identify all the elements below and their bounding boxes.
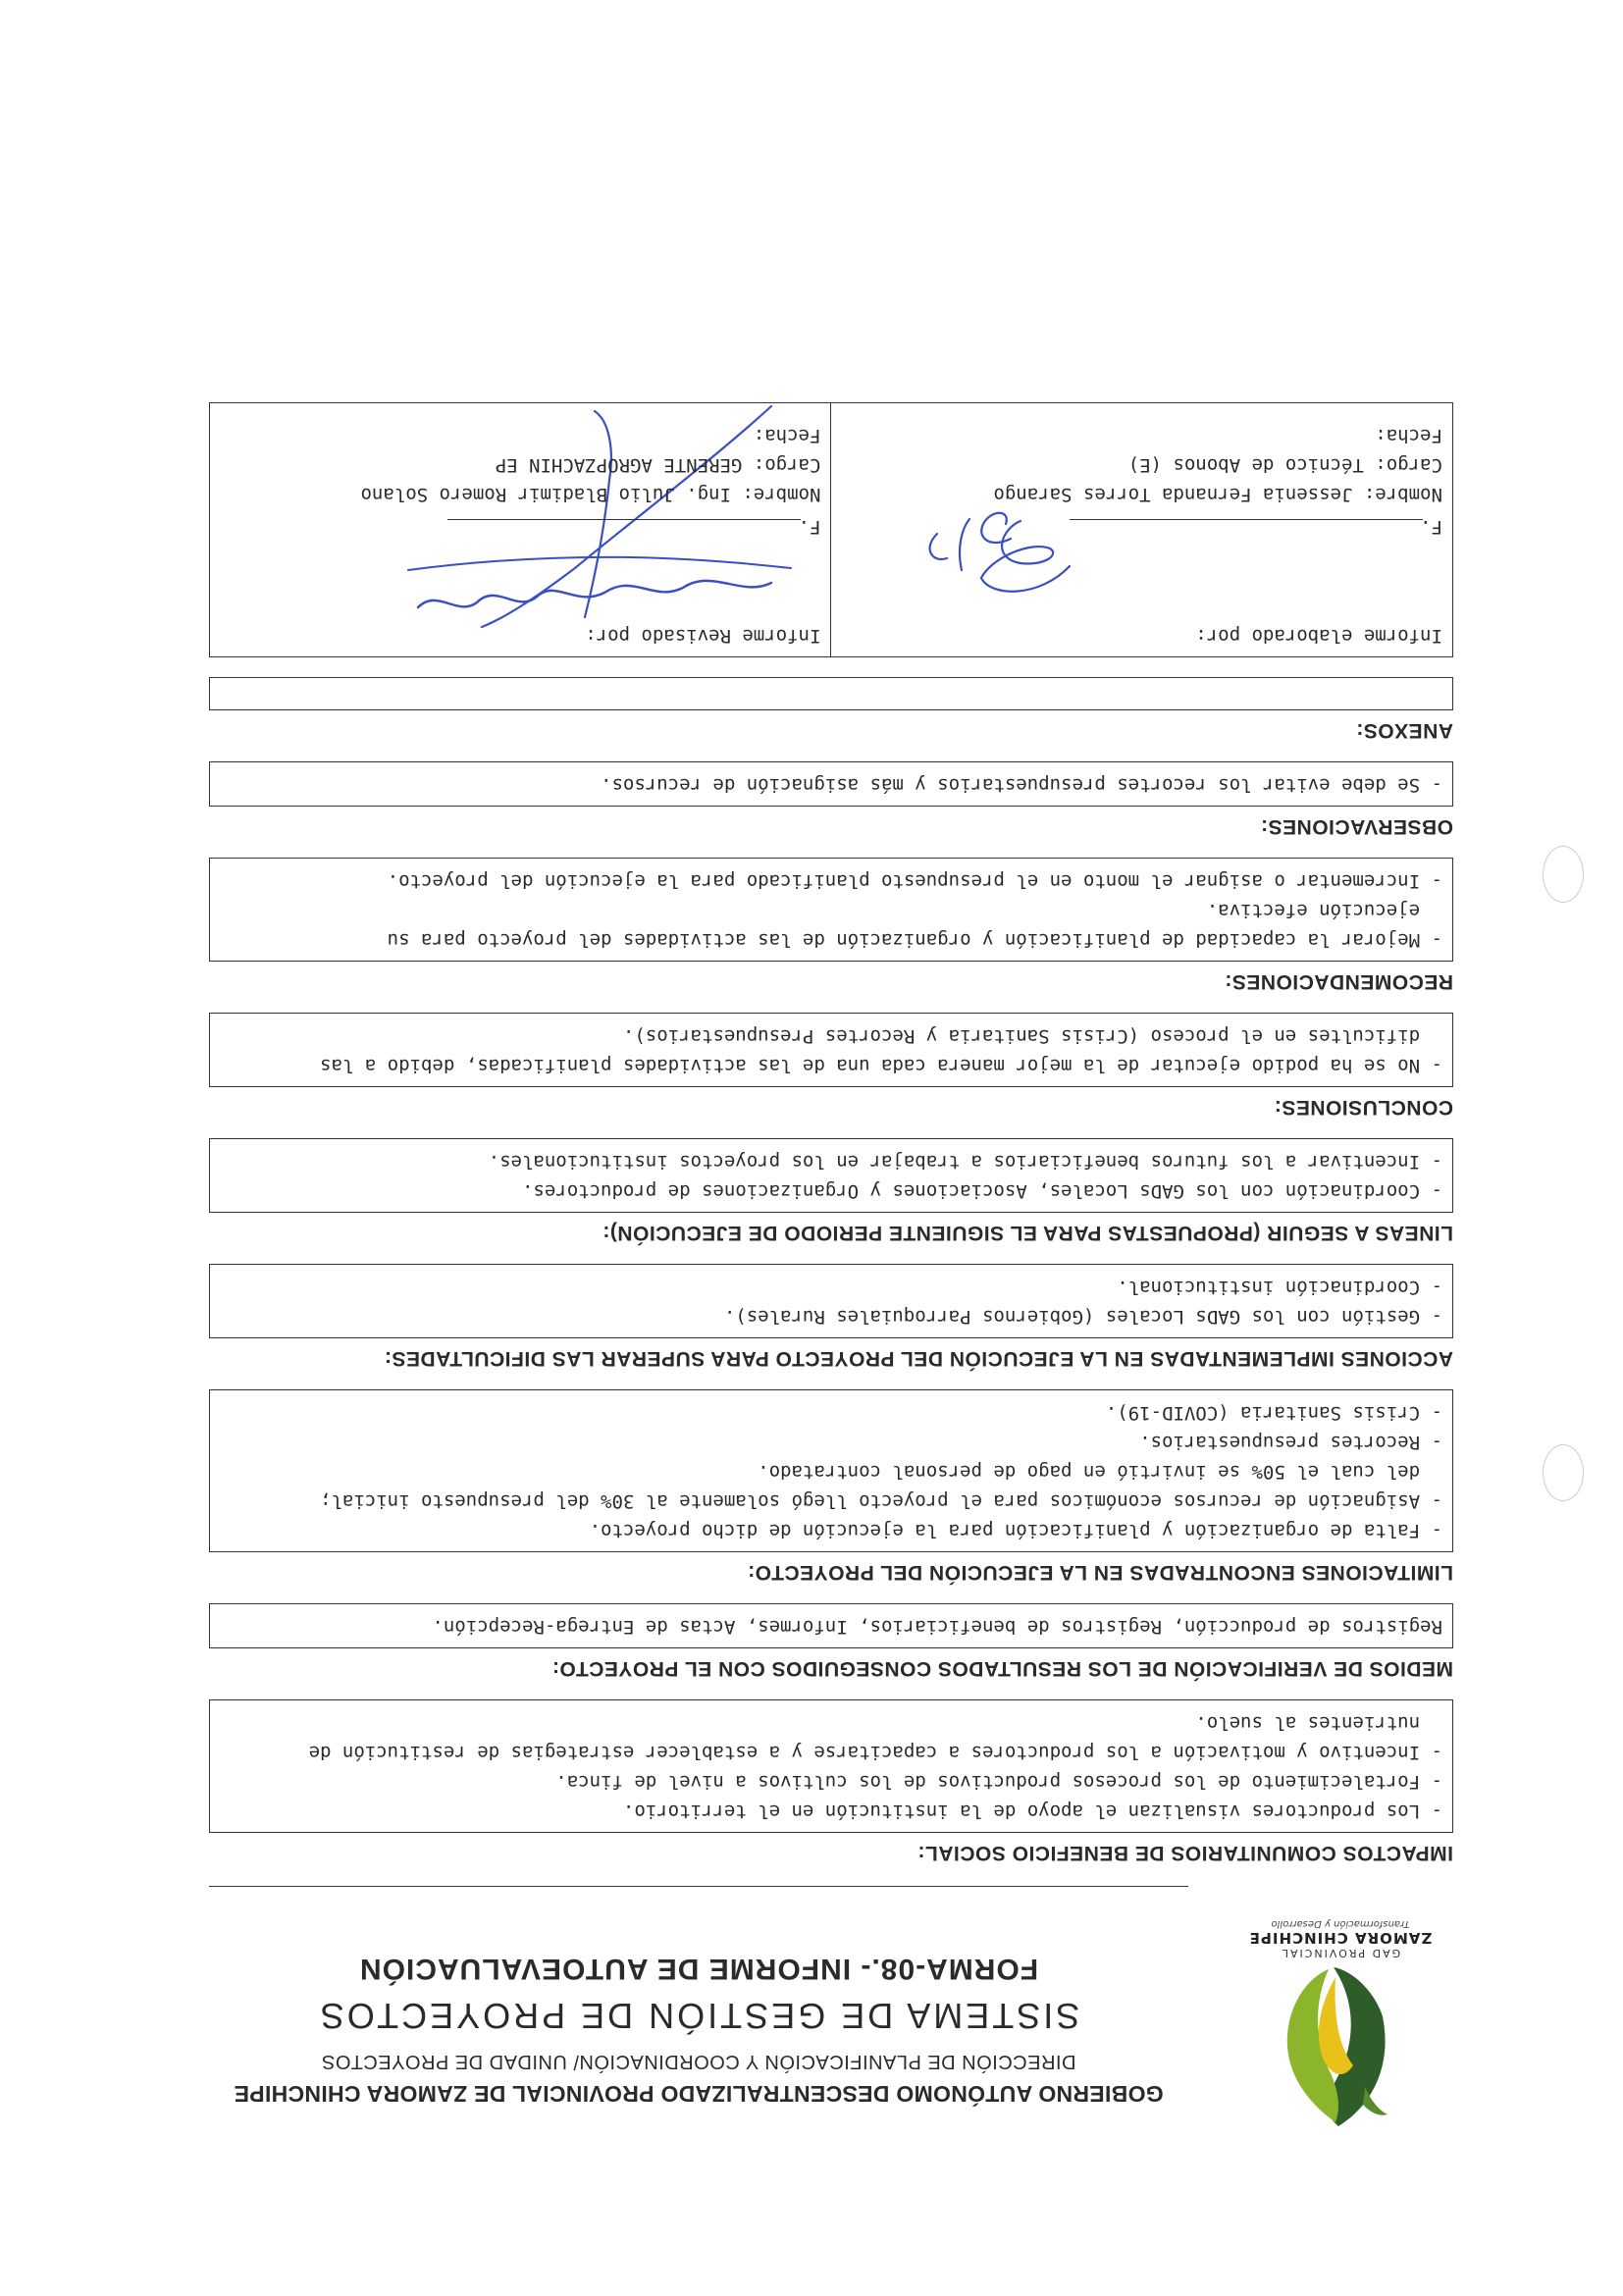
organization-name: GOBIERNO AUTÓNOMO DESCENTRALIZADO PROVINCIAL DE ZAMORA CHINCHIPE xyxy=(234,2081,1164,2107)
section-line: ejecución efectiva. xyxy=(1206,900,1442,921)
section-line: - Coordinación institucional. xyxy=(1117,1277,1442,1298)
section-title: OBSERVACIONES: xyxy=(1260,815,1453,838)
signature-rule xyxy=(1070,519,1423,520)
header-text xyxy=(209,1952,1188,2134)
logo-caption xyxy=(1232,1918,1448,1959)
signature-rule xyxy=(448,519,802,520)
document-header xyxy=(209,1881,1453,2134)
logo-line-1: GAD PROVINCIAL xyxy=(1280,1947,1401,1959)
report-sections xyxy=(209,402,1453,1864)
signature-table xyxy=(209,402,1453,657)
section-line: - Mejorar la capacidad de planificación y organización de las actividades del proyecto para su xyxy=(387,929,1442,951)
section-limitaciones xyxy=(209,1389,1453,1584)
section-line: - Gestión con los GADs Locales (Gobiernos Parroquiales Rurales). xyxy=(723,1306,1442,1328)
logo-line-3: Transformación y Desarrollo xyxy=(1271,1918,1410,1929)
section-box xyxy=(209,1013,1453,1087)
signer-fecha: Fecha: xyxy=(1375,425,1442,446)
signer-cargo: Cargo: GERENTE AGROPZACHIN EP xyxy=(495,454,821,476)
signer-name: Nombre: Ing. Julio Bladimir Romero Solano xyxy=(360,484,821,505)
department-name: DIRECCIÓN DE PLANIFICACIÓN Y COORDINACIÓN/ UNIDAD DE PROYECTOS xyxy=(321,2051,1076,2072)
section-line: Registros de producción, Registros de beneficiarios, Informes, Actas de Entrega-Recepción. xyxy=(432,1616,1442,1638)
section-line: - Crisis Sanitaria (COVID-19). xyxy=(1105,1402,1442,1424)
section-title: ACCIONES IMPLEMENTADAS EN LA EJECUCIÓN DEL PROYECTO PARA SUPERAR LAS DIFICULTADES: xyxy=(384,1347,1453,1370)
signer-name: Nombre: Jessenia Fernanda Torres Sarango xyxy=(993,484,1442,505)
signature-title: Informe Revisado por: xyxy=(585,625,821,647)
section-line: dificultes en el proceso (Crisis Sanitaria y Recortes Presupuestarios). xyxy=(622,1025,1442,1047)
signature-prepared xyxy=(832,403,1453,656)
section-box xyxy=(209,677,1453,710)
section-box xyxy=(209,1603,1453,1648)
section-title: ANEXOS: xyxy=(1355,719,1453,742)
signature-details xyxy=(361,421,821,509)
section-title: LINEAS A SEGUIR (PROPUESTAS PARA EL SIGUIENTE PERIODO DE EJECUCIÓN): xyxy=(602,1222,1453,1244)
section-box xyxy=(209,1699,1453,1833)
section-lineas xyxy=(209,1138,1453,1244)
signature-details xyxy=(993,421,1442,509)
section-line: - Se debe evitar los recortes presupuestarios y más asignación de recursos. xyxy=(601,774,1442,796)
section-conclusiones xyxy=(209,1013,1453,1119)
section-line: - Coordinación con los GADs Locales, Asociaciones y Organizaciones de productores. xyxy=(522,1180,1442,1202)
form-title: FORMA-08.- INFORME DE AUTOEVALUACIÓN xyxy=(358,1953,1039,1985)
section-box xyxy=(209,1264,1453,1338)
binder-hole-mark xyxy=(1543,1444,1584,1501)
signer-fecha: Fecha: xyxy=(753,425,821,446)
signature-reviewed xyxy=(210,403,832,656)
section-line: - Fortalecimiento de los procesos productivos de los cultivos a nivel de finca. xyxy=(555,1771,1442,1793)
section-box xyxy=(209,858,1453,962)
section-recomendaciones xyxy=(209,858,1453,993)
signature-f-label: F. xyxy=(798,516,821,538)
section-box xyxy=(209,761,1453,807)
gad-logo-emblem-icon xyxy=(1265,1962,1412,2134)
binder-hole-mark xyxy=(1543,846,1584,903)
section-impactos xyxy=(209,1699,1453,1864)
section-line: - Falta de organización y planificación para la ejecución de dicho proyecto. xyxy=(589,1520,1442,1541)
signature-f-label: F. xyxy=(1420,516,1442,538)
section-line: - Incentivo y motivación a los productores a capacitarse y a establecer estrategias de restitución de xyxy=(308,1742,1442,1763)
section-title: MEDIOS DE VERIFICACIÓN DE LOS RESULTADOS CONSEGUIDOS CON EL PROYECTO: xyxy=(551,1657,1453,1680)
logo-line-2: ZAMORA CHINCHIPE xyxy=(1248,1929,1433,1947)
header-divider xyxy=(209,1886,1188,1887)
section-line: - No se ha podido ejecutar de la mejor manera cada una de las actividades planificadas, debido a las xyxy=(320,1055,1442,1076)
section-line: nutrientes al suelo. xyxy=(1195,1712,1442,1734)
section-line: - Los productores visualizan el apoyo de la institución en el territorio. xyxy=(622,1800,1442,1822)
section-title: IMPACTOS COMUNITARIOS DE BENEFICIO SOCIAL: xyxy=(916,1842,1453,1864)
section-acciones xyxy=(209,1264,1453,1370)
section-line: - Asignación de recursos económicos para el proyecto llegó solamente al 30% del presupuesto inicial; xyxy=(320,1490,1442,1512)
signer-cargo: Cargo: Técnico de Abonos (E) xyxy=(1127,454,1442,476)
section-anexos xyxy=(209,677,1453,742)
section-title: LIMITACIONES ENCONTRADAS EN LA EJECUCIÓN DEL PROYECTO: xyxy=(747,1561,1453,1584)
section-line: - Incrementar o asignar el monto en el presupuesto planificado para la ejecución del proyecto. xyxy=(387,870,1442,892)
section-title: RECOMENDACIONES: xyxy=(1224,970,1453,993)
gad-logo xyxy=(1198,1889,1453,2134)
section-box xyxy=(209,1389,1453,1552)
section-medios xyxy=(209,1603,1453,1680)
section-line: - Incentivar a los futuros beneficiarios a trabajar en los proyectos institucionales. xyxy=(488,1151,1442,1173)
signature-title: Informe elaborado por: xyxy=(1195,625,1442,647)
section-title: CONCLUSIONES: xyxy=(1274,1096,1453,1119)
section-line: del cual el 50% se invirtió en pago de personal contratado. xyxy=(758,1461,1442,1483)
section-box xyxy=(209,1138,1453,1213)
section-line: - Recortes presupuestarios. xyxy=(1139,1432,1442,1453)
section-observaciones xyxy=(209,761,1453,838)
system-title: SISTEMA DE GESTIÓN DE PROYECTOS xyxy=(317,1996,1080,2036)
